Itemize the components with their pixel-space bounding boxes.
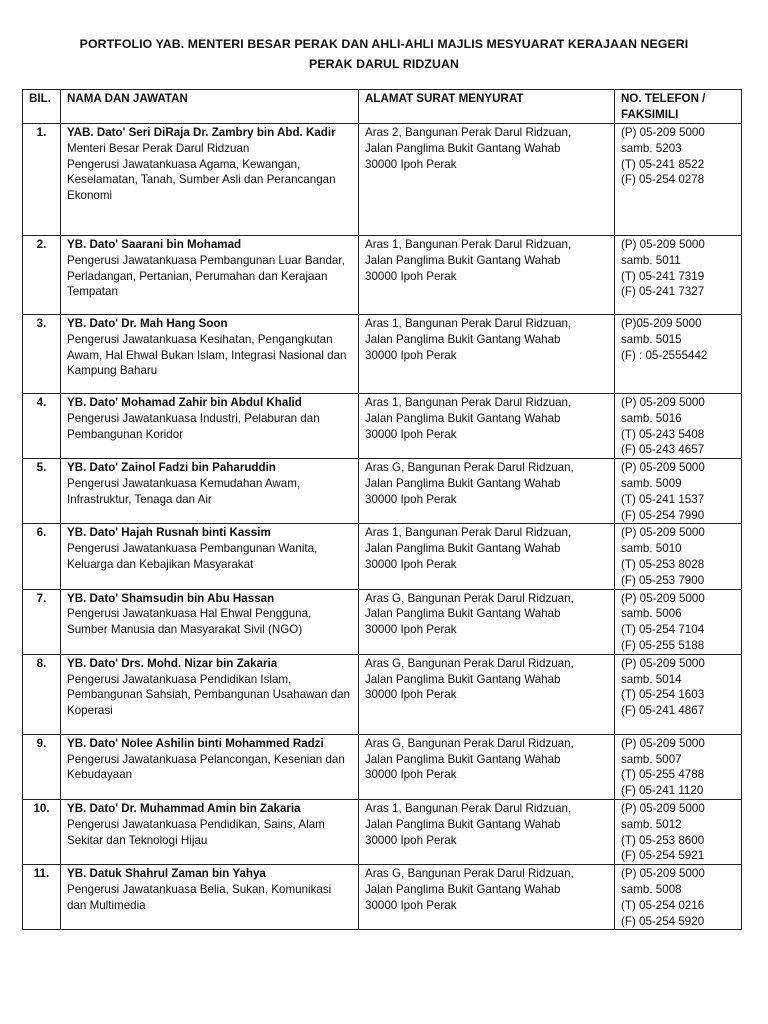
address-line: Aras G, Bangunan Perak Darul Ridzuan,	[365, 461, 574, 475]
row-number: 1.	[23, 124, 61, 236]
header-alamat: ALAMAT SURAT MENYURAT	[359, 90, 615, 124]
phone-line: (P) 05-209 5000	[621, 126, 705, 139]
name-cell	[61, 865, 359, 930]
address-line: Jalan Panglima Bukit Gantang Wahab	[365, 253, 561, 267]
phone-line: (T) 05-255 4788	[621, 768, 705, 782]
address-line: Jalan Panglima Bukit Gantang Wahab	[365, 817, 561, 831]
phone-line: samb. 5007	[621, 752, 682, 766]
phone-line: samb. 5014	[621, 672, 682, 686]
phone-cell	[615, 734, 742, 799]
row-number: 8.	[23, 654, 61, 734]
phone-line: (T) 05-253 8600	[621, 833, 705, 847]
phone-line: (P) 05-209 5000	[621, 526, 705, 540]
phone-line: samb. 5016	[621, 411, 682, 425]
address-line: 30000 Ipoh Perak	[365, 768, 457, 782]
row-number: 5.	[23, 459, 61, 524]
phone-cell	[615, 459, 742, 524]
row-number: 3.	[23, 315, 61, 394]
address-line: Jalan Panglima Bukit Gantang Wahab	[365, 476, 561, 490]
phone-cell	[615, 654, 742, 734]
phone-line: (P) 05-209 5000	[621, 396, 705, 409]
phone-cell	[615, 799, 742, 864]
address-line: Jalan Panglima Bukit Gantang Wahab	[365, 542, 561, 556]
member-name: YB. Dato' Mohamad Zahir bin Abdul Khalid	[67, 396, 302, 409]
member-name: YB. Dato' Zainol Fadzi bin Paharuddin	[67, 461, 276, 475]
phone-line: (P) 05-209 5000	[621, 801, 705, 815]
row-number: 2.	[23, 236, 61, 315]
name-cell	[61, 734, 359, 799]
table-row	[23, 524, 742, 589]
phone-line: (F) 05-243 4657	[621, 443, 705, 457]
address-cell	[359, 654, 615, 734]
address-line: Jalan Panglima Bukit Gantang Wahab	[365, 411, 561, 425]
address-line: Aras G, Bangunan Perak Darul Ridzuan,	[365, 656, 574, 670]
address-cell	[359, 799, 615, 864]
phone-line: (F) 05-241 7327	[621, 285, 705, 299]
address-line: Jalan Panglima Bukit Gantang Wahab	[365, 882, 561, 896]
table-row	[23, 236, 742, 315]
phone-line: samb. 5012	[621, 817, 682, 831]
member-name: YB. Dato' Hajah Rusnah binti Kassim	[67, 526, 271, 540]
address-line: 30000 Ipoh Perak	[365, 833, 457, 847]
address-line: 30000 Ipoh Perak	[365, 427, 457, 441]
phone-line: (T) 05-241 8522	[621, 157, 705, 171]
table-row	[23, 589, 742, 654]
phone-line: (P) 05-209 5000	[621, 867, 705, 881]
address-line: 30000 Ipoh Perak	[365, 623, 457, 637]
phone-cell	[615, 589, 742, 654]
header-bil: BIL.	[23, 90, 61, 124]
address-cell	[359, 124, 615, 236]
phone-line: (T) 05-254 1603	[621, 688, 705, 702]
name-cell	[61, 315, 359, 394]
phone-line: (F) 05-254 0278	[621, 173, 705, 187]
member-role: Pengerusi Jawatankuasa Kemudahan Awam, Infrastruktur, Tenaga dan Air	[67, 476, 301, 506]
table-row	[23, 734, 742, 799]
phone-line: samb. 5010	[621, 542, 682, 556]
row-number: 6.	[23, 524, 61, 589]
phone-cell	[615, 865, 742, 930]
address-line: Jalan Panglima Bukit Gantang Wahab	[365, 607, 561, 621]
phone-line: samb. 5009	[621, 476, 682, 490]
address-line: 30000 Ipoh Perak	[365, 492, 457, 506]
phone-line: (F) 05-253 7900	[621, 573, 705, 587]
table-row	[23, 315, 742, 394]
address-cell	[359, 459, 615, 524]
phone-line: (T) 05-254 0216	[621, 898, 705, 912]
address-line: Aras 1, Bangunan Perak Darul Ridzuan,	[365, 801, 572, 815]
member-name: YAB. Dato' Seri DiRaja Dr. Zambry bin Abd. Kadir	[67, 126, 336, 139]
member-role: Pengerusi Jawatankuasa Industri, Pelaburan dan Pembangunan Koridor	[67, 411, 320, 441]
member-name: YB. Dato' Dr. Muhammad Amin bin Zakaria	[67, 801, 301, 815]
address-line: 30000 Ipoh Perak	[365, 557, 457, 571]
row-number: 10.	[23, 799, 61, 864]
phone-line: (P)05-209 5000	[621, 317, 702, 330]
phone-line: samb. 5015	[621, 332, 682, 346]
header-nama: NAMA DAN JAWATAN	[61, 90, 359, 124]
row-number: 4.	[23, 394, 61, 459]
table-row	[23, 394, 742, 459]
address-line: Aras 1, Bangunan Perak Darul Ridzuan,	[365, 396, 572, 409]
address-line: 30000 Ipoh Perak	[365, 688, 457, 702]
member-name: YB. Dato' Nolee Ashilin binti Mohammed Radzi	[67, 736, 324, 750]
address-line: Jalan Panglima Bukit Gantang Wahab	[365, 332, 561, 346]
phone-cell	[615, 524, 742, 589]
table-row	[23, 654, 742, 734]
phone-line: samb. 5008	[621, 882, 682, 896]
address-line: Aras 1, Bangunan Perak Darul Ridzuan,	[365, 317, 572, 330]
table-body	[23, 124, 742, 930]
phone-line: (P) 05-209 5000	[621, 591, 705, 605]
address-cell	[359, 524, 615, 589]
address-cell	[359, 734, 615, 799]
address-line: Aras 1, Bangunan Perak Darul Ridzuan,	[365, 526, 572, 540]
address-line: Aras 1, Bangunan Perak Darul Ridzuan,	[365, 238, 572, 251]
member-role: Pengerusi Jawatankuasa Pendidikan Islam, Pembangunan Sahsiah, Pembangunan Usahawan dan Koperasi	[67, 672, 350, 718]
title-line-2: PERAK DARUL RIDZUAN	[309, 57, 459, 71]
address-line: Jalan Panglima Bukit Gantang Wahab	[365, 141, 561, 155]
table-row	[23, 124, 742, 236]
member-role: Pengerusi Jawatankuasa Pembangunan Luar Bandar, Perladangan, Pertanian, Perumahan dan Kerajaan Tempatan	[67, 253, 345, 299]
member-role: Menteri Besar Perak Darul Ridzuan Pengerusi Jawatankuasa Agama, Kewangan, Keselamatan, Tanah, Sumber Asli dan Perancangan Ekonomi	[67, 141, 336, 203]
member-role: Pengerusi Jawatankuasa Pendidikan, Sains, Alam Sekitar dan Teknologi Hijau	[67, 817, 325, 847]
row-number: 7.	[23, 589, 61, 654]
member-role: Pengerusi Jawatankuasa Belia, Sukan, Komunikasi dan Multimedia	[67, 882, 332, 912]
phone-line: (F) 05-254 5920	[621, 914, 705, 928]
phone-cell	[615, 394, 742, 459]
name-cell	[61, 589, 359, 654]
document-title	[0, 34, 768, 74]
phone-line: (T) 05-253 8028	[621, 557, 705, 571]
name-cell	[61, 124, 359, 236]
table-row	[23, 459, 742, 524]
title-line-1: PORTFOLIO YAB. MENTERI BESAR PERAK DAN AHLI-AHLI MAJLIS MESYUARAT KERAJAAN NEGERI	[79, 37, 689, 51]
name-cell	[61, 799, 359, 864]
name-cell	[61, 236, 359, 315]
table-row	[23, 865, 742, 930]
header-telefon: NO. TELEFON / FAKSIMILI	[615, 90, 742, 124]
phone-line: (P) 05-209 5000	[621, 736, 705, 750]
name-cell	[61, 459, 359, 524]
name-cell	[61, 394, 359, 459]
member-name: YB. Dato' Shamsudin bin Abu Hassan	[67, 591, 275, 605]
phone-cell	[615, 315, 742, 394]
address-line: Aras G, Bangunan Perak Darul Ridzuan,	[365, 591, 574, 605]
phone-line: samb. 5006	[621, 607, 682, 621]
address-line: Aras 2, Bangunan Perak Darul Ridzuan,	[365, 126, 572, 139]
name-cell	[61, 524, 359, 589]
address-cell	[359, 865, 615, 930]
member-role: Pengerusi Jawatankuasa Pelancongan, Kesenian dan Kebudayaan	[67, 752, 345, 782]
phone-line: (T) 05-241 7319	[621, 269, 705, 283]
table-row	[23, 799, 742, 864]
phone-line: (F) 05-255 5188	[621, 638, 705, 652]
member-role: Pengerusi Jawatankuasa Pembangunan Wanita, Keluarga dan Kebajikan Masyarakat	[67, 542, 318, 571]
address-line: 30000 Ipoh Perak	[365, 348, 457, 362]
portfolio-table	[22, 89, 742, 930]
address-cell	[359, 236, 615, 315]
phone-line: (F) 05-254 5921	[621, 849, 705, 863]
address-line: Aras G, Bangunan Perak Darul Ridzuan,	[365, 736, 574, 750]
phone-line: (T) 05-254 7104	[621, 623, 705, 637]
name-cell	[61, 654, 359, 734]
member-name: YB. Dato' Drs. Mohd. Nizar bin Zakaria	[67, 656, 278, 670]
phone-cell	[615, 124, 742, 236]
phone-line: samb. 5203	[621, 141, 682, 155]
member-name: YB. Dato' Dr. Mah Hang Soon	[67, 317, 228, 330]
phone-line: (P) 05-209 5000	[621, 461, 705, 475]
phone-line: (P) 05-209 5000	[621, 238, 705, 251]
address-line: Jalan Panglima Bukit Gantang Wahab	[365, 672, 561, 686]
member-name: YB. Datuk Shahrul Zaman bin Yahya	[67, 867, 266, 881]
address-line: 30000 Ipoh Perak	[365, 898, 457, 912]
header-row	[23, 90, 742, 124]
phone-line: samb. 5011	[621, 253, 681, 267]
phone-cell	[615, 236, 742, 315]
address-line: 30000 Ipoh Perak	[365, 269, 457, 283]
member-name: YB. Dato' Saarani bin Mohamad	[67, 238, 242, 251]
address-line: 30000 Ipoh Perak	[365, 157, 457, 171]
address-cell	[359, 394, 615, 459]
member-role: Pengerusi Jawatankuasa Kesihatan, Pengangkutan Awam, Hal Ehwal Bukan Islam, Integrasi Nasional dan Kampung Baharu	[67, 332, 347, 378]
phone-line: (F) : 05-2555442	[621, 348, 708, 362]
member-role: Pengerusi Jawatankuasa Hal Ehwal Pengguna, Sumber Manusia dan Masyarakat Sivil (NGO)	[67, 607, 312, 637]
phone-line: (T) 05-243 5408	[621, 427, 705, 441]
address-cell	[359, 315, 615, 394]
row-number: 9.	[23, 734, 61, 799]
address-line: Jalan Panglima Bukit Gantang Wahab	[365, 752, 561, 766]
address-cell	[359, 589, 615, 654]
phone-line: (T) 05-241 1537	[621, 492, 705, 506]
row-number: 11.	[23, 865, 61, 930]
phone-line: (F) 05-254 7990	[621, 508, 705, 522]
phone-line: (F) 05-241 1120	[621, 784, 704, 798]
phone-line: (P) 05-209 5000	[621, 656, 705, 670]
address-line: Aras G, Bangunan Perak Darul Ridzuan,	[365, 867, 574, 881]
phone-line: (F) 05-241 4867	[621, 704, 705, 718]
